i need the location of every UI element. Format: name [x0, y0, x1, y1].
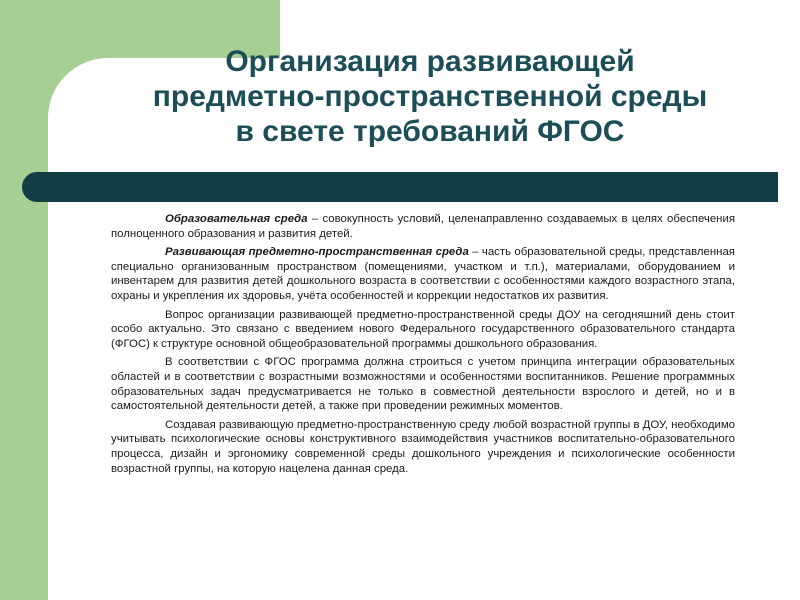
slide-title — [60, 44, 800, 149]
term-developing-environment: Развивающая предметно-пространственная среда — [165, 246, 469, 259]
paragraph-definition-developing-environment — [111, 245, 735, 303]
paragraph-text: Вопрос организации развивающей предметно-пространственной среды ДОУ на сегодняшний день стоит особо актуально. Это связано с введением нового Федерального государственного образовательного стандарта (ФГОС) к структуре основной общеобразовательной программы дошкольного образования. — [111, 308, 735, 350]
paragraph-definition-educational-environment — [111, 212, 735, 241]
paragraph-text: В соответствии с ФГОС программа должна строиться с учетом принципа интеграции образовательных областей и в соответствии с возрастными возможностями и особенностями воспитанников. Решение программных образовательных задач предусматривается не только в совместной деятельности взрослого и детей, но и в самостоятельной деятельности детей, а также при проведении режимных моментов. — [111, 356, 735, 413]
title-line-3: в свете требований ФГОС — [235, 115, 625, 148]
paragraph-creating-environment — [111, 418, 735, 476]
paragraph-fgos-integration — [111, 355, 735, 413]
paragraph-text: – часть образовательной среды, представленная специально организованным пространством (помещениями, участком и т.п.), материалами, оборудованием и инвентарем для развития детей дошкольного возраста в соответствии с особенностями каждого возрастного этапа, охраны и укрепления их здоровья, учёта особенностей и коррекции недостатков их развития. — [111, 246, 735, 302]
title-line-2: предметно-пространственной среды — [152, 80, 708, 113]
paragraph-relevance — [111, 308, 735, 352]
term-educational-environment: Образовательная среда — [165, 213, 308, 225]
title-line-1: Организация развивающей — [225, 45, 635, 78]
paragraph-text: – совокупность условий, целенаправленно создаваемых в целях обеспечения полноценного образования и развития детей. — [111, 213, 735, 240]
slide-body — [111, 212, 735, 480]
paragraph-text: Создавая развивающую предметно-пространственную среду любой возрастной группы в ДОУ, необходимо учитывать психологические основы конструктивного взаимодействия участников воспитательно-образовательного процесса, дизайн и эргономику современной среды дошкольного учреждения и психологические особенности возрастной группы, на которую нацелена данная среда. — [111, 418, 735, 475]
title-divider-bar — [22, 172, 778, 202]
